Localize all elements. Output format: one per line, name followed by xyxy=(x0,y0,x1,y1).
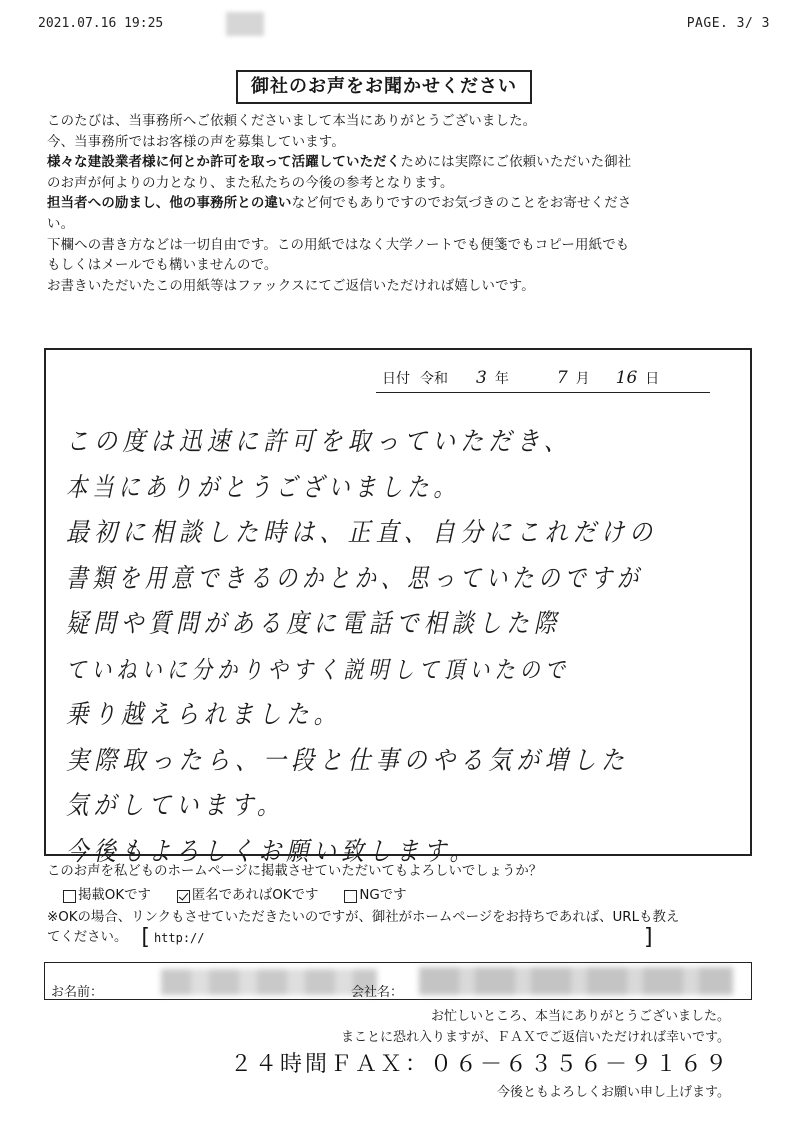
option-ok[interactable] xyxy=(63,886,151,906)
redacted-company xyxy=(419,967,733,995)
option-ok-label: 掲載OKです xyxy=(78,888,151,903)
company-label: 会社名： xyxy=(351,985,404,1000)
redacted-sender xyxy=(226,12,264,36)
date-day-unit: 日 xyxy=(645,371,660,387)
url-note-2: てください。 xyxy=(47,930,128,945)
intro-line xyxy=(47,194,747,215)
footer-request: まことに恐れ入りますが、ＦＡＸでご返信いただければ幸いです。 xyxy=(341,1030,730,1045)
name-label: お名前： xyxy=(51,985,104,1000)
date-era: 令和 xyxy=(420,371,448,387)
checkbox-ng[interactable] xyxy=(344,890,357,903)
intro-text xyxy=(47,112,747,297)
date-year: 3 xyxy=(476,368,487,388)
handwritten-line: 乗り越えられました。 xyxy=(66,700,342,730)
handwritten-line: 本当にありがとうございました。 xyxy=(66,472,460,503)
handwritten-line: この度は迅速に許可を取っていただき、 xyxy=(66,427,572,457)
intro-bold-text: 様々な建設業者様に何とか許可を取って活躍していただく xyxy=(47,155,401,171)
date-day: 16 xyxy=(615,368,638,388)
handwritten-line: 最初に相談した時は、正直、自分にこれだけの xyxy=(66,518,658,548)
date-month: 7 xyxy=(556,368,568,388)
intro-line: お書きいただいたこの用紙等はファックスにてご返信いただければ嬉しいです。 xyxy=(47,278,535,294)
handwritten-line: 実際取ったら、一段と仕事のやる気が増した xyxy=(66,745,630,776)
form-title: 御社のお声をお聞かせください xyxy=(236,70,532,104)
intro-text-span: など何でもありですのでお気づきのことをお寄せくださ xyxy=(291,196,632,212)
option-anonymous-label: 匿名であればOKです xyxy=(191,888,319,903)
url-input[interactable]: http:// xyxy=(153,931,205,945)
option-anonymous[interactable] xyxy=(177,886,318,906)
checkbox-ok[interactable] xyxy=(63,890,76,903)
intro-line: もしくはメールでも構いませんので。 xyxy=(47,258,278,274)
checkbox-anonymous[interactable] xyxy=(177,890,190,903)
footer xyxy=(230,1006,730,1103)
handwritten-line: 書類を用意できるのかとか、思っていたのですが xyxy=(66,563,644,594)
intro-line: このたびは、当事務所へご依頼くださいまして本当にありがとうございました。 xyxy=(47,114,537,129)
url-row xyxy=(47,925,757,950)
intro-line: い。 xyxy=(47,216,75,232)
bracket-left: [ xyxy=(141,925,150,950)
consent-options xyxy=(63,886,757,906)
date-year-unit: 年 xyxy=(494,371,509,387)
option-ng-label: NGです xyxy=(359,888,407,903)
fax-number: ２４時間ＦＡＸ：０６－６３５６－９１６９ xyxy=(229,1052,730,1077)
consent-question: このお声を私どものホームページに掲載させていただいてもよろしいでしょうか？ xyxy=(47,864,543,879)
footer-thanks: お忙しいところ、本当にありがとうございました。 xyxy=(430,1009,730,1024)
redacted-name xyxy=(161,969,377,995)
comment-box xyxy=(44,348,752,867)
option-ng[interactable] xyxy=(344,886,406,906)
fax-page-number: PAGE. 3/ 3 xyxy=(686,16,770,31)
url-note: ※OKの場合、リンクもさせていただきたいのですが、御社がホームページをお持ちであれば、URLも教え xyxy=(47,910,680,925)
intro-bold-text: 担当者への励まし、他の事務所との違い xyxy=(47,196,292,212)
intro-text-span: ためには実際にご依頼いただいた御社 xyxy=(400,155,632,171)
handwritten-line: 今後もよろしくお願い致します。 xyxy=(66,836,478,867)
handwritten-comment xyxy=(66,420,738,875)
intro-line: 今、当事務所ではお客様の声を募集しています。 xyxy=(47,134,345,150)
intro-line: 下欄への書き方などは一切自由です。この用紙ではなく大学ノートでも便箋でもコピー用紙でも xyxy=(47,237,630,253)
date-label: 日付 xyxy=(382,371,410,387)
intro-line xyxy=(47,153,747,174)
date-month-unit: 月 xyxy=(575,371,590,387)
handwritten-line: ていねいに分かりやすく説明して頂いたので xyxy=(66,655,570,684)
fax-timestamp: 2021.07.16 19:25 xyxy=(38,16,164,31)
consent-section xyxy=(47,862,757,948)
footer-closing: 今後ともよろしくお願い申し上げます。 xyxy=(497,1085,730,1100)
bracket-right: ] xyxy=(643,925,653,950)
fax-header xyxy=(0,12,800,36)
name-company-box xyxy=(44,962,752,1000)
handwritten-line: 疑問や質問がある度に電話で相談した際 xyxy=(66,609,562,639)
date-field xyxy=(376,368,710,393)
handwritten-line: 気がしています。 xyxy=(66,791,285,821)
intro-line: のお声が何よりの力となり、また私たちの今後の参考となります。 xyxy=(47,175,454,191)
